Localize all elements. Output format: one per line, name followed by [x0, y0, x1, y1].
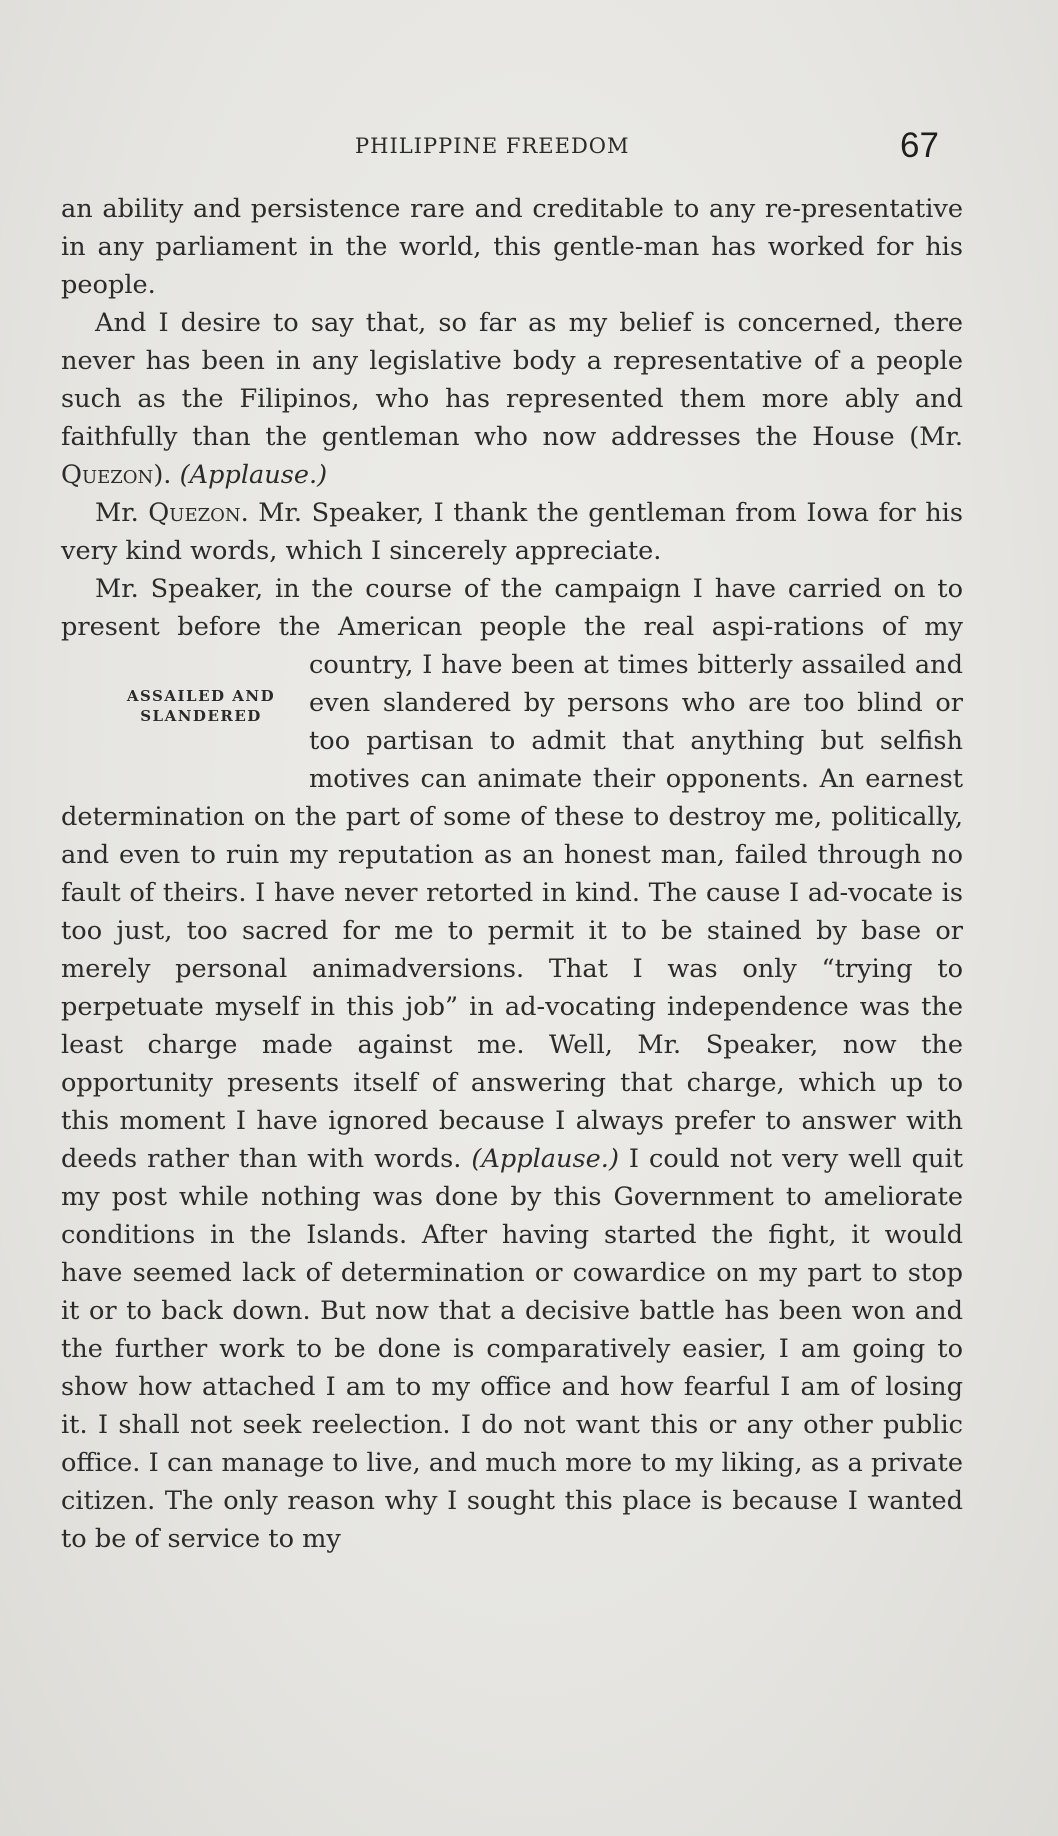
running-head	[0, 126, 1058, 186]
paragraph-4-before-note: Mr. Speaker, in the course of the campaign I have carried on to present before the American people the real aspi-rations of my country, I have been at times bitterly	[61, 574, 963, 680]
paragraph-1: an ability and persistence rare and creditable to any re-presentative in any parliament in the world, this gentle-man has worked for his people.	[61, 194, 963, 300]
applause-note: (Applause.)	[179, 460, 328, 490]
speaker-name: Quezon	[148, 498, 241, 528]
running-title: PHILIPPINE FREEDOM	[355, 134, 630, 158]
paragraph-2-text: And I desire to say that, so far as my belief is concerned, there never has been in any legislative body a representative of a people such as the Filipinos, who has represented them more ably and faithfully than the gentleman who now addresses the House (Mr.	[61, 308, 963, 452]
paragraph-4-end: I could not very well quit my post while nothing was done by this Government to ameliorate conditions in the Islands. After having started the fight, it would have seemed lack of determination or cowardice on my part to stop it or to back down. But now that a decisive battle has been won and the further work to be done is comparatively easier, I am going to show how attached I am to my office and how fearful I am of losing it. I shall not seek reelection. I do not want this or any other public office. I can manage to live, and much more to my liking, as a private citizen. The only reason why I sought this place is because I wanted to be of service to my	[61, 1144, 963, 1554]
paragraph-3-text: . Mr. Speaker, I thank the gentleman from Iowa for his very kind words, which I sincerely appreciate.	[61, 498, 963, 566]
paragraph-3	[61, 494, 963, 570]
applause-note: (Applause.)	[471, 1144, 619, 1174]
body-text	[61, 190, 963, 1558]
sidenote-line-1: ASSAILED AND	[126, 687, 276, 705]
paragraph-2-end: ).	[153, 460, 180, 490]
page-number: 67	[900, 126, 939, 165]
paragraph-4	[61, 570, 963, 1558]
paragraph-4-after-note: assailed and even slandered by persons who are too blind or too partisan to admit that anything but selfish motives can animate their opponents. An earnest determination on the part of some of these to destroy me, politically, and even to ruin my reputation as an honest man, failed through no fault of theirs. I have never retorted in kind. The cause I ad-vocate is too just, too sacred for me to permit it to be stained by base or merely personal animadversions. That I was only “trying to perpetuate myself in this job” in ad-vocating independence was the least charge made against me. Well, Mr. Speaker, now the opportunity presents itself of answering that charge, which up to this moment I have ignored because I always prefer to answer with deeds rather than with words.	[61, 650, 964, 1174]
paragraph-2	[61, 304, 963, 494]
speaker-name: Quezon	[61, 460, 154, 490]
paragraph-3-prefix: Mr.	[95, 498, 149, 528]
sidenote-line-2: SLANDERED	[140, 707, 262, 725]
margin-sidenote	[75, 686, 293, 798]
